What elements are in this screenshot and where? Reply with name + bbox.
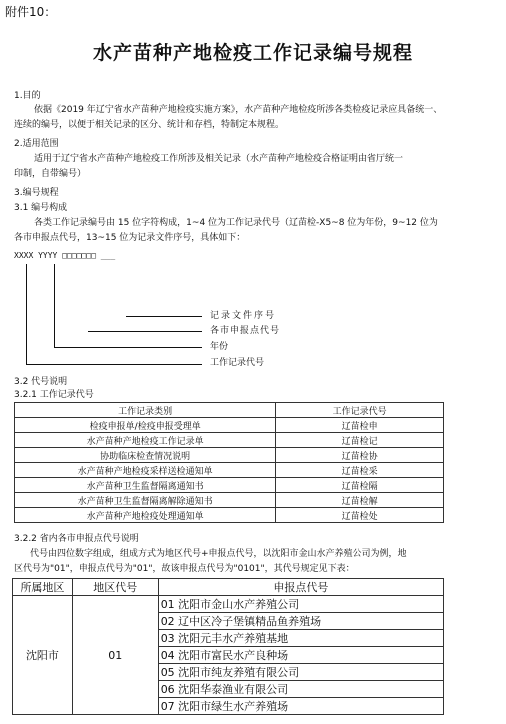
section-3-2-2-paragraph-line-1: 代号由四位数字组成，组成方式为地区代号+申报点代号，以沈阳市金山水产养殖公司为例，地 [30,549,407,559]
record-code-cell: 辽苗检采 [276,463,444,478]
declaration-point-cell: 03 沈阳元丰水产养殖基地 [158,630,443,647]
declaration-point-cell: 05 沈阳市纯友养殖有限公司 [158,664,443,681]
declaration-point-code-table [12,578,444,715]
table-header-row [15,403,444,418]
diagram-branch-year [54,347,202,348]
table-header-cell: 工作记录代号 [276,403,444,418]
section-3-2-heading: 3.2 代号说明 [14,377,68,387]
table-header-cell: 地区代号 [72,579,158,596]
diagram-line-year [26,264,27,364]
record-code-cell: 辽苗检隔 [276,478,444,493]
diagram-branch-station [88,331,202,332]
record-code-cell: 辽苗检记 [276,433,444,448]
declaration-point-cell: 04 沈阳市富民水产良种场 [158,647,443,664]
record-type-cell: 水产苗种卫生监督隔离解除通知书 [15,493,276,508]
section-3-1-heading: 3.1 编号构成 [14,203,68,213]
section-3-2-1-heading: 3.2.1 工作记录代号 [14,390,94,400]
diagram-branch-work-code [26,364,202,365]
record-type-cell: 水产苗种产地检疫处理通知单 [15,508,276,523]
table-row [15,508,444,523]
section-3-1-paragraph-line-2: 各市申报点代号，13~15 位为记录文件序号，具体如下： [14,233,246,243]
section-1-heading: 1.目的 [14,91,41,101]
table-row [15,478,444,493]
record-type-cell: 检疫申报单/检疫申报受理单 [15,418,276,433]
declaration-point-cell: 02 辽中区冷子堡镇精品鱼养殖场 [158,613,443,630]
section-1-paragraph-line-2: 连续的编号，以便于相关记录的区分、统计和存档，特制定本规程。 [14,120,285,130]
declaration-point-cell: 06 沈阳华泰渔业有限公司 [158,681,443,698]
section-3-2-2-paragraph-line-2: 区代号为"01"，申报点代号为"01"，故该申报点代号为"0101"，其代号规定见下表： [14,564,355,574]
section-2-paragraph-line-1: 适用于辽宁省水产苗种产地检疫工作所涉及相关记录（水产苗种产地检疫合格证明由省厅统一 [34,154,404,164]
table-header-cell: 所属地区 [13,579,73,596]
table-row [15,433,444,448]
diagram-label-year: 年份 [210,342,229,352]
region-cell: 沈阳市 [13,596,73,715]
diagram-label-serial: 记录文件序号 [210,311,277,321]
diagram-branch-serial [126,316,202,317]
code-format: XXXX YYYY □□□□□□□ ___ [14,251,116,260]
record-code-cell: 辽苗检协 [276,448,444,463]
section-2-paragraph-line-2: 印制，自带编号） [14,169,87,179]
table-row [13,596,444,613]
work-record-code-table [14,402,444,523]
diagram-line-codeprefix [54,264,55,348]
record-type-cell: 水产苗种产地检疫工作记录单 [15,433,276,448]
section-3-2-2-heading: 3.2.2 省内各市申报点代号说明 [14,534,139,544]
region-code-cell: 01 [72,596,158,715]
table-row [15,418,444,433]
record-type-cell: 协助临床检查情况说明 [15,448,276,463]
section-3-1-paragraph-line-1: 各类工作记录编号由 15 位字符构成，1~4 位为工作记录代号（辽苗检-X5~8 位为年份，9~12 位为 [34,218,438,228]
table-header-cell: 工作记录类别 [15,403,276,418]
record-code-cell: 辽苗检处 [276,508,444,523]
section-1-paragraph-line-1: 依据《2019 年辽宁省水产苗种产地检疫实施方案》，水产苗种产地检疫所涉各类检疫记录应具备统一、 [34,105,443,115]
diagram-label-station-code: 各市申报点代号 [210,326,281,336]
record-code-cell: 辽苗检解 [276,493,444,508]
table-header-row [13,579,444,596]
section-3-heading: 3.编号规程 [14,188,59,198]
declaration-point-cell: 01 沈阳市金山水产养殖公司 [158,596,443,613]
diagram-label-work-code: 工作记录代号 [210,358,265,368]
record-type-cell: 水产苗种产地检疫采样送检通知单 [15,463,276,478]
table-row [15,463,444,478]
record-code-cell: 辽苗检申 [276,418,444,433]
document-title: 水产苗种产地检疫工作记录编号规程 [92,42,413,64]
declaration-point-cell: 07 沈阳市绿生水产养殖场 [158,698,443,715]
section-2-heading: 2.适用范围 [14,139,59,149]
table-header-cell: 申报点代号 [158,579,443,596]
table-row [15,493,444,508]
table-row [15,448,444,463]
record-type-cell: 水产苗种卫生监督隔离通知书 [15,478,276,493]
attachment-label: 附件10： [5,5,57,19]
